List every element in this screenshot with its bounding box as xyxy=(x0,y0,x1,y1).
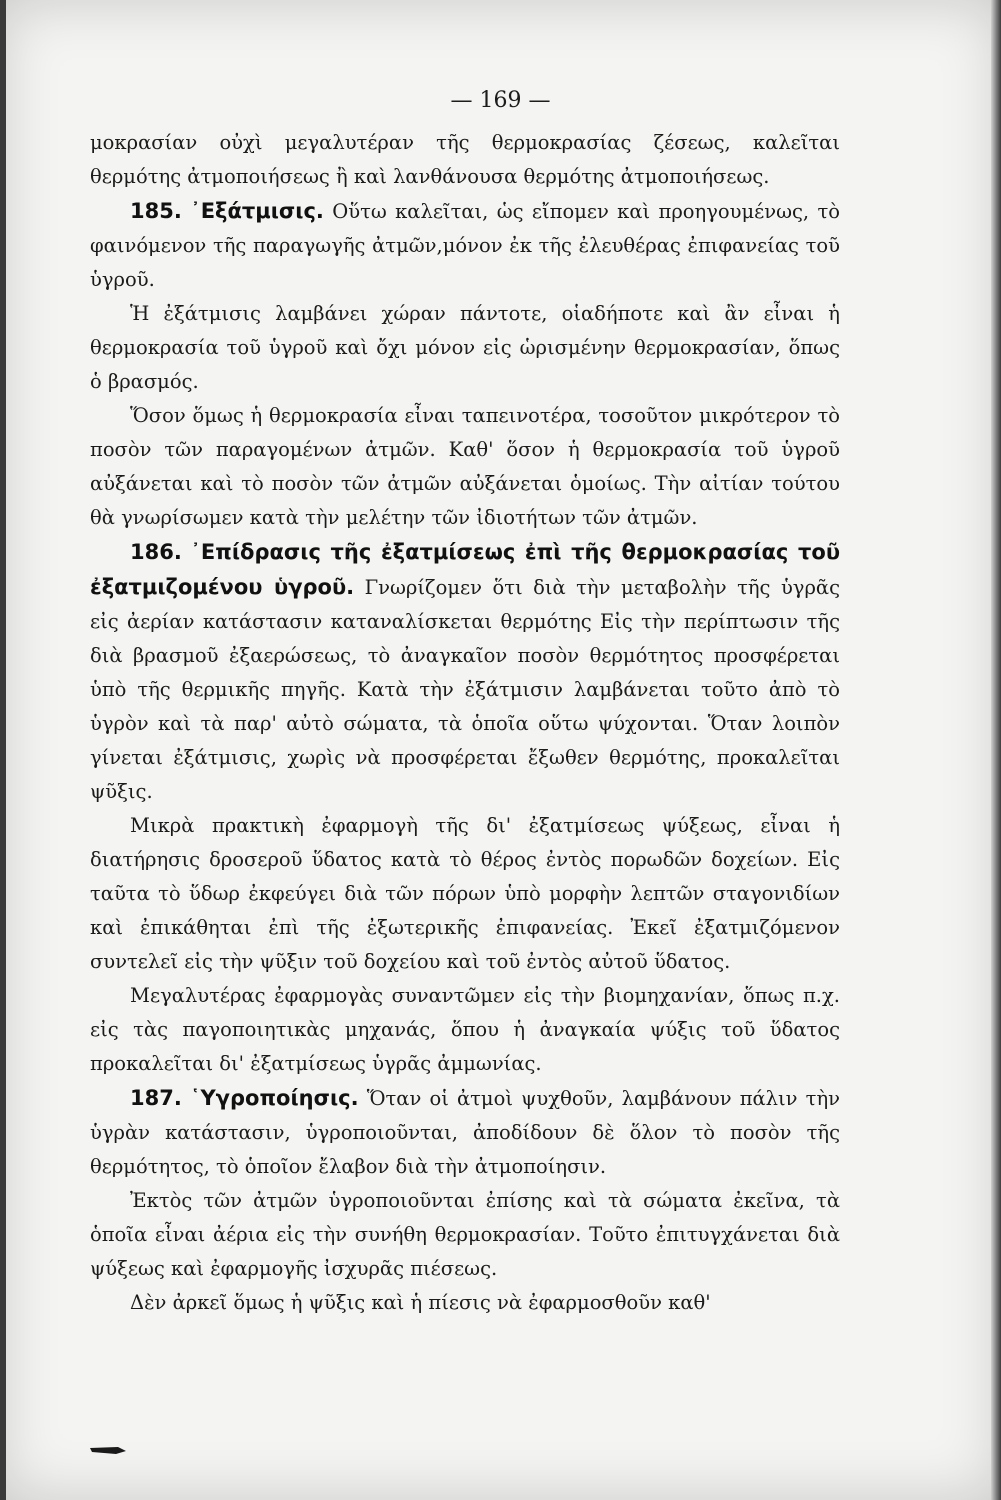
section-185 xyxy=(90,194,840,297)
section-text: Ὅταν οἱ ἀτμοὶ ψυχθοῦν, λαμβάνουν πάλιν τὴν ὑγρὰν κατάστασιν, ὑγροποιοῦνται, ἀποδίδουν δὲ ὅλον τὸ ποσὸν τῆς θερμότητος, τὸ ὁποῖον ἔλαβον διὰ τὴν ἀτμοποίησιν. xyxy=(90,1087,840,1178)
paragraph: Μεγαλυτέρας ἐφαρμογὰς συναντῶμεν εἰς τὴν βιομηχανίαν, ὅπως π.χ. εἰς τὰς παγοποιητικὰς μηχανάς, ὅπου ἡ ἀναγκαία ψύξις τοῦ ὕδατος προκαλεῖται δι' ἐξατμίσεως ὑγρᾶς ἀμμωνίας. xyxy=(90,984,840,1075)
section-number: 185. xyxy=(130,199,182,223)
section-title: ῾Υγροποίησις. xyxy=(189,1086,359,1110)
body-text xyxy=(90,126,840,1320)
paragraph: Ἐκτὸς τῶν ἀτμῶν ὑγροποιοῦνται ἐπίσης καὶ τὰ σώματα ἐκεῖνα, τὰ ὁποῖα εἶναι ἀέρια εἰς τὴν συνήθη θερμοκρασίαν. Τοῦτο ἐπιτυγχάνεται διὰ ψύξεως καὶ ἐφαρμογῆς ἰσχυρᾶς πιέσεως. xyxy=(90,1189,840,1280)
section-title: ᾿Επίδρασις τῆς ἐξατμίσεως ἐπὶ τῆς θερμοκρασίας τοῦ ἐξατμιζομένου ὑγροῦ. xyxy=(90,540,840,599)
section-number: 187. xyxy=(130,1086,182,1110)
page-number: — 169 — xyxy=(450,88,551,113)
scan-edge-left xyxy=(0,0,6,1500)
section-186 xyxy=(90,535,840,809)
paragraph: Δὲν ἀρκεῖ ὅμως ἡ ψῦξις καὶ ἡ πίεσις νὰ ἐφαρμοσθοῦν καθ' xyxy=(130,1291,711,1314)
section-187 xyxy=(90,1081,840,1184)
paragraph: Ἡ ἐξάτμισις λαμβάνει χώραν πάντοτε, οἱαδήποτε καὶ ἂν εἶναι ἡ θερμοκρασία τοῦ ὑγροῦ καὶ ὄχι μόνον εἰς ὡρισμένην θερμοκρασίαν, ὅπως ὁ βρασμός. xyxy=(90,302,840,393)
section-number: 186. xyxy=(130,540,182,564)
section-text: Γνωρίζομεν ὅτι διὰ τὴν μεταβολὴν τῆς ὑγρᾶς εἰς ἀερίαν κατάστασιν καταναλίσκεται θερμότης Εἰς τὴν περίπτωσιν τῆς διὰ βρασμοῦ ἐξαερώσεως, τὸ ἀναγκαῖον ποσὸν θερμότητος προσφέρεται ὑπὸ τῆς θερμικῆς πηγῆς. Κατὰ τὴν ἐξάτμισιν λαμβάνεται τοῦτο ἀπὸ τὸ ὑγρὸν καὶ τὰ παρ' αὐτὸ σώματα, τὰ ὁποῖα οὕτω ψύχονται. Ὅταν λοιπὸν γίνεται ἐξάτμισις, χωρὶς νὰ προσφέρεται ἔξωθεν θερμότης, προκαλεῖται ψῦξις. xyxy=(90,576,840,803)
paragraph: Μικρὰ πρακτικὴ ἐφαρμογὴ τῆς δι' ἐξατμίσεως ψύξεως, εἶναι ἡ διατήρησις δροσεροῦ ὕδατος κατὰ τὸ θέρος ἐντὸς πορωδῶν δοχείων. Εἰς ταῦτα τὸ ὕδωρ ἐκφεύγει διὰ τῶν πόρων ὑπὸ μορφὴν λεπτῶν σταγονιδίων καὶ ἐπικάθηται ἐπὶ τῆς ἐξωτερικῆς ἐπιφανείας. Ἐκεῖ ἐξατμιζόμενον συντελεῖ εἰς τὴν ψῦξιν τοῦ δοχείου καὶ τοῦ ἐντὸς αὐτοῦ ὕδατος. xyxy=(90,814,840,973)
section-title: ᾿Εξάτμισις. xyxy=(190,199,324,223)
paragraph-intro: μοκρασίαν οὐχὶ μεγαλυτέραν τῆς θερμοκρασίας ζέσεως, καλεῖται θερμότης ἀτμοποιήσεως ἢ καὶ λανθάνουσα θερμότης ἀτμοποιήσεως. xyxy=(90,131,840,188)
scan-edge-right xyxy=(991,0,1001,1500)
paragraph: Ὅσον ὅμως ἡ θερμοκρασία εἶναι ταπεινοτέρα, τοσοῦτον μικρότερον τὸ ποσὸν τῶν παραγομένων ἀτμῶν. Καθ' ὅσον ἡ θερμοκρασία τοῦ ὑγροῦ αὐξάνεται καὶ τὸ ποσὸν τῶν ἀτμῶν αὐξάνεται ὁμοίως. Τὴν αἰτίαν τούτου θὰ γνωρίσωμεν κατὰ τὴν μελέτην τῶν ἰδιοτήτων τῶν ἀτμῶν. xyxy=(90,404,840,529)
section-text: Οὕτω καλεῖται, ὡς εἴπομεν καὶ προηγουμένως, τὸ φαινόμενον τῆς παραγωγῆς ἀτμῶν,μόνον ἐκ τῆς ἐλευθέρας ἐπιφανείας τοῦ ὑγροῦ. xyxy=(90,200,841,291)
ink-smudge-icon xyxy=(88,1443,128,1457)
